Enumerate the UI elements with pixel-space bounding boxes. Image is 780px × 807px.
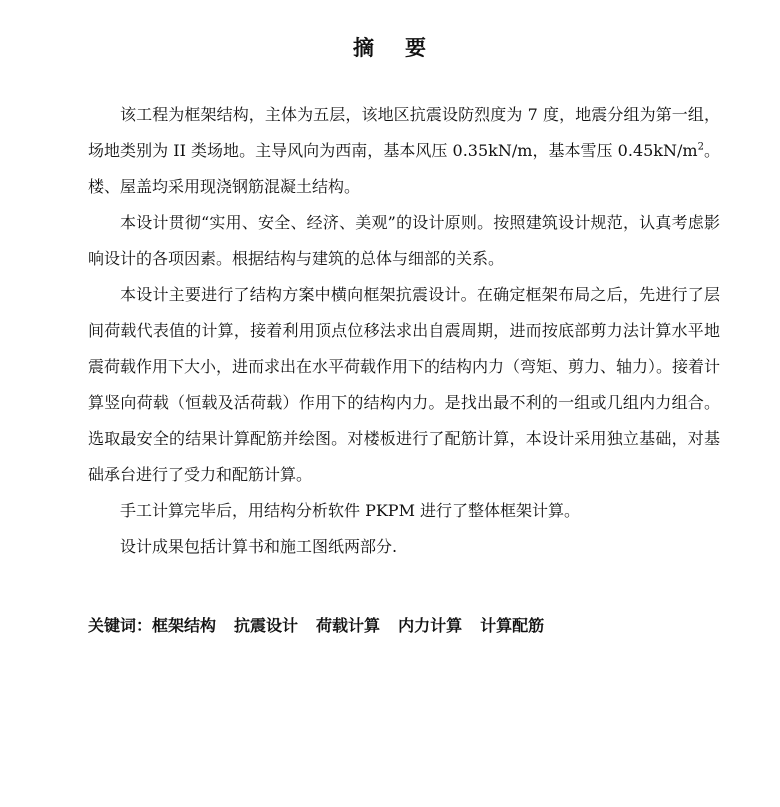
paragraph-1-tail: 。楼、屋盖均采用现浇钢筋混凝土结构。 [88,141,720,196]
paragraph-1-main: 该工程为框架结构，主体为五层，该地区抗震设防烈度为 7 度，地震分组为第一组，场地类别为 II 类场地。主导风向为西南，基本风压 0.35kN/m，基本雪压 0.45kN/m [88,105,720,160]
abstract-body [88,97,720,565]
keywords-line [88,612,728,640]
keyword-item: 计算配筋 [480,616,545,635]
paragraph-5: 设计成果包括计算书和施工图纸两部分. [120,537,398,556]
title-char-2: 要 [405,36,427,60]
superscript: 2 [697,141,704,153]
paragraph-4: 手工计算完毕后，用结构分析软件 PKPM 进行了整体框架计算。 [120,501,581,520]
title-char-1: 摘 [353,36,375,60]
paragraph-3: 本设计主要进行了结构方案中横向框架抗震设计。在确定框架布局之后，先进行了层间荷载代表值的计算，接着利用顶点位移法求出自震周期，进而按底部剪力法计算水平地震荷载作用下大小，进而求出在水平荷载作用下的结构内力（弯矩、剪力、轴力）。接着计算竖向荷载（恒载及活荷载）作用下的结构内力。是找出最不利的一组或几组内力组合。选取最安全的结果计算配筋并绘图。对楼板进行了配筋计算，本设计采用独立基础，对基础承台进行了受力和配筋计算。 [88,285,721,484]
paragraph-1 [88,97,720,205]
keyword-item: 荷载计算 [316,616,381,635]
keyword-item: 框架结构 [152,616,217,635]
keyword-item: 抗震设计 [234,616,299,635]
page-title [0,32,780,62]
paragraph-2: 本设计贯彻“实用、安全、经济、美观”的设计原则。按照建筑设计规范，认真考虑影响设计的各项因素。根据结构与建筑的总体与细部的关系。 [88,213,720,268]
keywords-label: 关键词： [88,616,153,635]
keyword-item: 内力计算 [398,616,463,635]
